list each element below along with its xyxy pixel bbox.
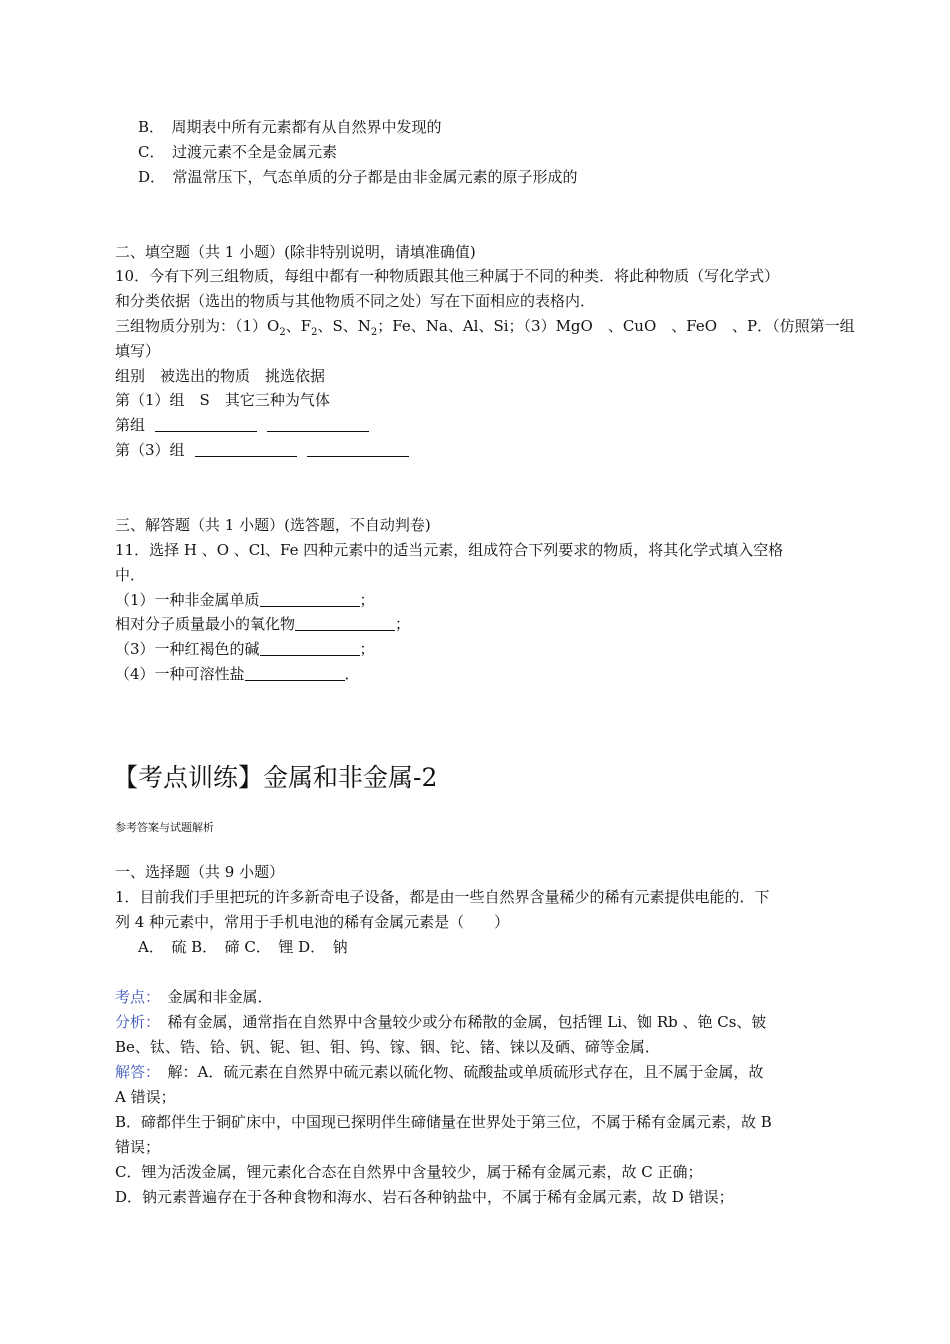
q11-item4	[115, 664, 360, 684]
table-row-1: 第（1）组 S 其它三种为气体	[115, 391, 330, 409]
q1-line2: 列 4 种元素中，常用于手机电池的稀有金属元素是（ ）	[115, 913, 510, 931]
kaodian-text: 金属和非金属．	[152, 988, 273, 1006]
kaodian-label: 考点：	[115, 988, 153, 1006]
q11-line2: 中．	[115, 566, 146, 584]
groups-sep2: 、S、N	[317, 317, 371, 335]
section2-heading: 二、填空题（共 1 小题）(除非特别说明，请填准确值)	[115, 243, 476, 261]
item2-blank[interactable]	[295, 615, 395, 631]
section3-heading: 三、解答题（共 1 小题）(选答题，不自动判卷)	[115, 516, 431, 534]
groups-sep1: 、F	[285, 317, 312, 335]
q10-line1: 10．今有下列三组物质，每组中都有一种物质跟其他三种属于不同的种类．将此种物质（写化学式）	[115, 267, 780, 285]
answer-subtitle: 参考答案与试题解析	[115, 821, 214, 834]
q1-options: A． 硫 B． 碲 C． 锂 D． 钠	[138, 938, 348, 956]
q11-item1	[115, 590, 375, 610]
section1-heading: 一、选择题（共 9 小题）	[115, 863, 285, 881]
jieda-text: 解：A．硫元素在自然界中硫元素以硫化物、硫酸盐或单质硫形式存在，且不属于金属，故	[152, 1063, 764, 1081]
q1-line1: 1．目前我们手里把玩的许多新奇电子设备，都是由一些自然界含量稀少的稀有元素提供电能的．下	[115, 888, 770, 906]
q10-groups-line	[115, 316, 855, 336]
item4-label: （4）一种可溶性盐	[115, 665, 245, 683]
row3-substance-blank[interactable]	[195, 441, 297, 457]
answer-title: 【考点训练】金属和非金属-2	[113, 763, 438, 792]
item4-end: ．	[344, 665, 360, 683]
item3-end: ；	[359, 640, 375, 658]
fenxi-line	[115, 1012, 766, 1032]
groups-rest: ；Fe、Na、Al、Si；（3）MgO 、CuO 、FeO 、P．（仿照第一组	[377, 317, 855, 335]
n2-subscript: 2	[370, 327, 378, 338]
table-row-2	[115, 415, 369, 435]
row2-label: 第组	[115, 416, 146, 434]
jieda-line2: A 错误；	[115, 1088, 176, 1106]
fenxi-label: 分析：	[115, 1013, 153, 1031]
item4-blank[interactable]	[245, 665, 345, 681]
f2-subscript: 2	[311, 327, 318, 338]
row3-basis-blank[interactable]	[307, 441, 409, 457]
o2-subscript: 2	[279, 327, 286, 338]
item1-end: ；	[359, 591, 375, 609]
fenxi-text: 稀有金属，通常指在自然界中含量较少或分布稀散的金属，包括锂 Li、铷 Rb 、铯 Cs、铍	[152, 1013, 767, 1031]
row2-basis-blank[interactable]	[267, 416, 369, 432]
q10-groups-line2: 填写）	[115, 342, 161, 360]
item3-label: （3）一种红褐色的碱	[115, 640, 260, 658]
item1-blank[interactable]	[260, 591, 360, 607]
jieda-line	[115, 1062, 763, 1082]
q11-line1: 11．选择 H 、O 、Cl、Fe 四种元素中的适当元素，组成符合下列要求的物质，将其化学式填入空格	[115, 541, 784, 559]
answer-b-line1: B．碲都伴生于铜矿床中，中国现已探明伴生碲储量在世界处于第三位，不属于稀有金属元素，故 B	[115, 1113, 772, 1131]
fenxi-line2: Be、钛、锆、铪、钒、铌、钽、钼、钨、镓、铟、铊、锗、铼以及硒、碲等金属．	[115, 1038, 660, 1056]
answer-d-line: D．钠元素普遍存在于各种食物和海水、岩石各种钠盐中，不属于稀有金属元素，故 D 错误；	[115, 1188, 734, 1206]
table-row-3	[115, 440, 409, 460]
table-header: 组别 被选出的物质 挑选依据	[115, 367, 326, 385]
item2-label: 相对分子质量最小的氧化物	[115, 615, 296, 633]
row3-label: 第（3）组	[115, 441, 185, 459]
item2-end: ；	[395, 615, 411, 633]
item3-blank[interactable]	[260, 640, 360, 656]
groups-prefix: 三组物质分别为：（1）O	[115, 317, 280, 335]
q9-option-d: D． 常温常压下，气态单质的分子都是由非金属元素的原子形成的	[138, 168, 578, 186]
q11-item2	[115, 614, 410, 634]
q11-item3	[115, 639, 375, 659]
q9-option-c: C． 过渡元素不全是金属元素	[138, 143, 337, 161]
kaodian-line	[115, 987, 273, 1007]
answer-b-line2: 错误；	[115, 1138, 161, 1156]
q10-line2: 和分类依据（选出的物质与其他物质不同之处）写在下面相应的表格内．	[115, 292, 596, 310]
q9-option-b: B． 周期表中所有元素都有从自然界中发现的	[138, 118, 442, 136]
item1-label: （1）一种非金属单质	[115, 591, 260, 609]
answer-c-line: C．锂为活泼金属，锂元素化合态在自然界中含量较少，属于稀有金属元素，故 C 正确；	[115, 1163, 703, 1181]
jieda-label: 解答：	[115, 1063, 153, 1081]
row2-substance-blank[interactable]	[155, 416, 257, 432]
